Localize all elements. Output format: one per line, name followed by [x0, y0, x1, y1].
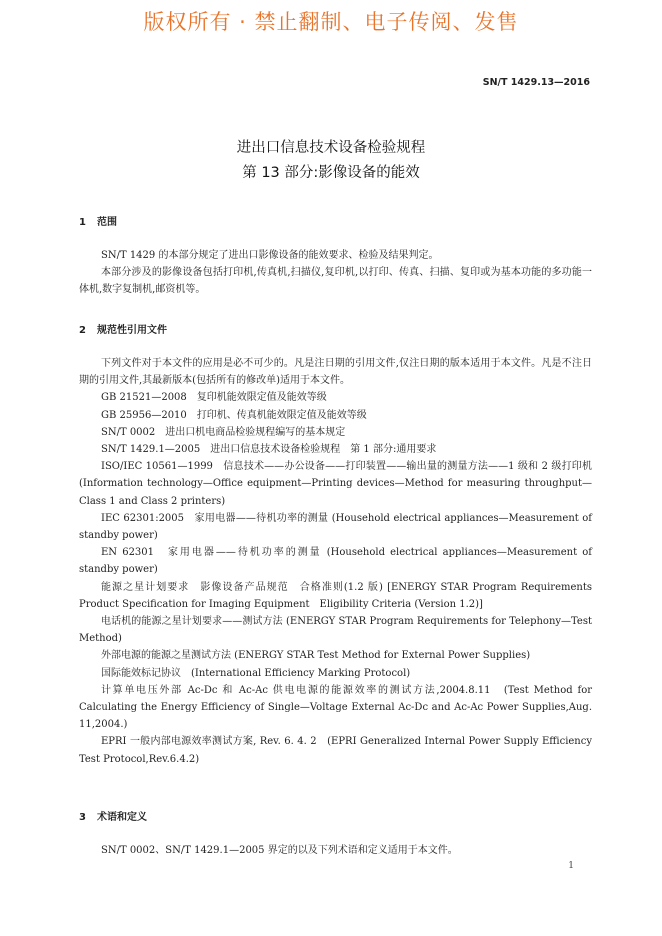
section-2-body: [79, 355, 602, 768]
section-3-body: [79, 842, 592, 859]
reference-item: 外部电源的能源之星测试方法 (ENERGY STAR Test Method for External Power Supplies): [101, 650, 531, 662]
paragraph: 下列文件对于本文件的应用是必不可少的。凡是注日期的引用文件,仅注日期的版本适用于本文件。凡是不注日期的引用文件,其最新版本(包括所有的修改单)适用于本文件。: [79, 358, 592, 387]
reference-item: EN 62301 家用电器——待机功率的测量 (Household electrical appliances—Measurement of standby power): [79, 547, 592, 576]
reference-item: GB 25956—2010 打印机、传真机能效限定值及能效等级: [101, 409, 367, 421]
reference-item: 电话机的能源之星计划要求——测试方法 (ENERGY STAR Program Requirements for Telephony—Test Method): [79, 616, 592, 645]
reference-item: 国际能效标记协议 (International Efficiency Marking Protocol): [101, 667, 411, 679]
document-title: 进出口信息技术设备检验规程: [236, 140, 426, 156]
section-title: 术语和定义: [97, 812, 147, 823]
section-3-heading: [79, 808, 147, 823]
section-title: 范围: [97, 217, 117, 228]
reference-item: GB 21521—2008 复印机能效限定值及能效等级: [101, 392, 327, 404]
section-1-heading: [79, 213, 117, 228]
document-subtitle: 第 13 部分:影像设备的能效: [242, 165, 420, 181]
section-number: 1: [79, 217, 86, 228]
reference-item: SN/T 1429.1—2005 进出口信息技术设备检验规程 第 1 部分:通用要求: [101, 444, 437, 456]
paragraph: 本部分涉及的影像设备包括打印机,传真机,扫描仪,复印机,以打印、传真、扫描、复印或为基本功能的多功能一体机,数字复制机,邮资机等。: [79, 267, 592, 296]
page-number: 1: [568, 861, 574, 871]
reference-item: 能源之星计划要求 影像设备产品规范 合格准则(1.2 版) [ENERGY STAR Program Requirements Product Specification for Imaging Equipment Eligibility Criteria (Version 1.2)]: [79, 581, 602, 610]
section-number: 3: [79, 812, 86, 823]
copyright-watermark: 版权所有 · 禁止翻制、电子传阅、发售: [143, 10, 519, 34]
paragraph: SN/T 1429 的本部分规定了进出口影像设备的能效要求、检验及结果判定。: [101, 250, 439, 261]
reference-item: EPRI 一般内部电源效率测试方案, Rev. 6. 4. 2 (EPRI Generalized Internal Power Supply Efficiency Test Protocol,Rev.6.4.2): [79, 736, 592, 765]
paragraph: SN/T 0002、SN/T 1429.1—2005 界定的以及下列术语和定义适用于本文件。: [101, 845, 458, 856]
reference-item: 计算单电压外部 Ac-Dc 和 Ac-Ac 供电电源的能源效率的测试方法,2004.8.11 (Test Method for Calculating the Energy Efficiency of Single—Voltage External Ac-Dc and Ac-Ac Power Supplies,Aug. 11,2004.): [79, 684, 592, 731]
section-number: 2: [79, 325, 86, 336]
section-2-heading: [79, 321, 167, 336]
standard-code: SN/T 1429.13—2016: [482, 77, 590, 88]
section-1-body: [79, 247, 592, 299]
reference-item: ISO/IEC 10561—1999 信息技术——办公设备——打印装置——输出量的测量方法——1 级和 2 级打印机 (Information technology—Office equipment—Printing devices—Method for measuring throughput—Class 1 and Class 2 printers): [79, 461, 592, 507]
reference-item: SN/T 0002 进出口机电商品检验规程编写的基本规定: [101, 426, 346, 438]
reference-item: IEC 62301:2005 家用电器——待机功率的测量 (Household electrical appliances—Measurement of standby power): [79, 512, 592, 542]
section-title: 规范性引用文件: [97, 325, 167, 336]
